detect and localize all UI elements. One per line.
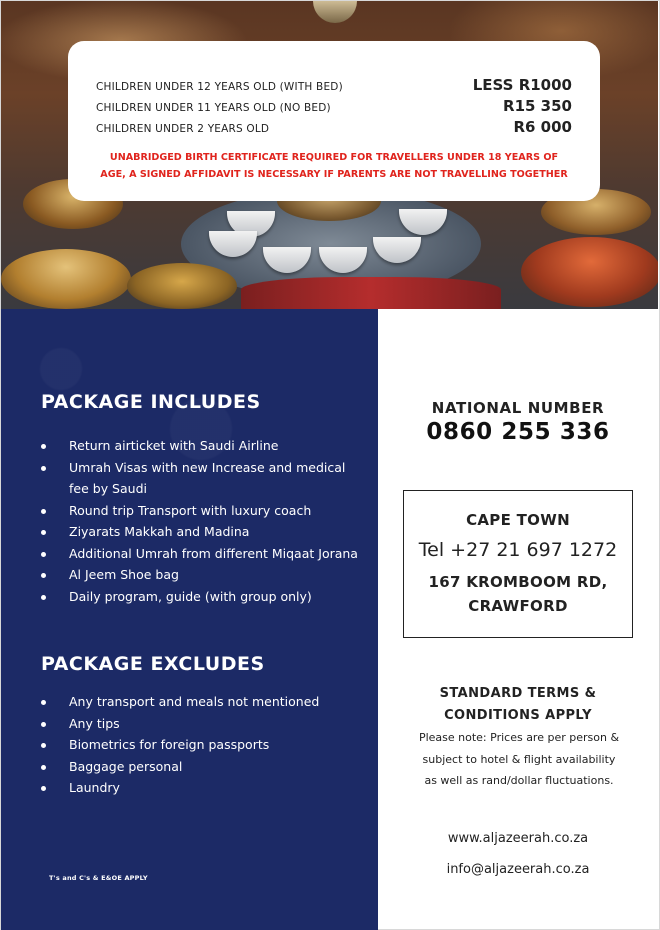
- list-item: [41, 521, 371, 543]
- notice-line: AGE, A SIGNED AFFIDAVIT IS NECESSARY IF PARENTS ARE NOT TRAVELLING TOGETHER: [100, 169, 568, 180]
- national-number[interactable]: 0860 255 336: [426, 419, 610, 445]
- bullet-icon: [41, 444, 46, 449]
- cape-town-office-box: [403, 490, 633, 638]
- hero-bowl: [521, 237, 658, 307]
- bullet-icon: [41, 509, 46, 514]
- bullet-icon: [41, 573, 46, 578]
- address-line: 167 KROMBOOM RD,: [428, 573, 608, 591]
- list-item: [41, 734, 371, 756]
- bullet-icon: [41, 700, 46, 705]
- list-item-text: Umrah Visas with new Increase and medical: [69, 459, 346, 475]
- bullet-icon: [41, 552, 46, 557]
- price-value: R15 350: [503, 97, 572, 115]
- list-item-text: Laundry: [69, 780, 120, 795]
- list-item-text: Return airticket with Saudi Airline: [69, 438, 279, 453]
- pricing-note: [394, 727, 644, 792]
- office-phone[interactable]: Tel +27 21 697 1272: [418, 539, 618, 561]
- hero-food-photo: [1, 1, 658, 309]
- list-item-text: Ziyarats Makkah and Madina: [69, 524, 250, 539]
- list-item: [41, 691, 371, 713]
- excludes-list: [41, 691, 371, 799]
- child-pricing-card: [68, 41, 600, 201]
- list-item: [41, 500, 371, 522]
- national-number-label: NATIONAL NUMBER: [431, 399, 605, 417]
- terms-heading-line: STANDARD TERMS &: [439, 686, 597, 701]
- hero-bowl: [1, 249, 131, 309]
- terms-heading-line: CONDITIONS APPLY: [444, 708, 592, 723]
- price-value: R6 000: [513, 118, 572, 136]
- bullet-icon: [41, 765, 46, 770]
- birth-certificate-notice: [92, 149, 576, 183]
- list-item: [41, 435, 371, 457]
- note-line: Please note: Prices are per person &: [418, 731, 620, 744]
- bullet-icon: [41, 722, 46, 727]
- list-item-text: Baggage personal: [69, 758, 183, 774]
- price-label: CHILDREN UNDER 11 YEARS OLD (NO BED): [96, 102, 331, 114]
- list-item-text: Daily program, guide (with group only): [69, 588, 312, 604]
- package-details-panel: [1, 309, 378, 930]
- bullet-icon: [41, 530, 46, 535]
- office-city: CAPE TOWN: [466, 511, 570, 529]
- package-includes-heading: PACKAGE INCLUDES: [41, 391, 261, 413]
- notice-line: UNABRIDGED BIRTH CERTIFICATE REQUIRED FOR TRAVELLERS UNDER 18 YEARS OF: [109, 152, 559, 163]
- list-item: [41, 564, 371, 586]
- list-item-text: Any tips: [69, 715, 120, 731]
- list-item: [41, 457, 371, 479]
- email-link[interactable]: info@aljazeerah.co.za: [446, 862, 590, 877]
- note-line: subject to hotel & flight availability: [422, 752, 616, 766]
- list-item: [41, 543, 371, 565]
- terms-heading: [378, 683, 658, 727]
- list-item-text: Additional Umrah from different Miqaat Jorana: [69, 545, 358, 561]
- note-line: as well as rand/dollar fluctuations.: [424, 774, 614, 787]
- includes-list: [41, 435, 371, 607]
- list-item: [41, 777, 371, 799]
- list-item-text: Round trip Transport with luxury coach: [69, 502, 312, 518]
- website-link[interactable]: www.aljazeerah.co.za: [447, 831, 589, 846]
- list-item: [41, 756, 371, 778]
- price-label: CHILDREN UNDER 2 YEARS OLD: [96, 123, 270, 135]
- bullet-icon: [41, 466, 46, 471]
- hero-bowl: [127, 263, 237, 309]
- list-item-text: Any transport and meals not mentioned: [69, 694, 320, 709]
- list-item-text: Biometrics for foreign passports: [69, 737, 270, 752]
- bullet-icon: [41, 786, 46, 791]
- bullet-icon: [41, 595, 46, 600]
- list-item: [41, 713, 371, 735]
- address-line: CRAWFORD: [468, 597, 568, 615]
- hero-urn-top: [313, 1, 357, 23]
- price-value: LESS R1000: [472, 76, 572, 94]
- list-item-text: Al Jeem Shoe bag: [69, 567, 179, 582]
- list-item-text: fee by Saudi: [69, 481, 147, 496]
- list-item: [41, 586, 371, 608]
- bullet-icon: [41, 743, 46, 748]
- office-address: [404, 570, 632, 618]
- package-excludes-heading: PACKAGE EXCLUDES: [41, 653, 265, 675]
- fine-print: T's and C's & E&OE APPLY: [49, 874, 148, 882]
- hero-red-cloth: [241, 277, 501, 309]
- list-item-continuation: [41, 478, 371, 500]
- contact-column: [378, 309, 658, 930]
- price-label: CHILDREN UNDER 12 YEARS OLD (WITH BED): [96, 81, 343, 93]
